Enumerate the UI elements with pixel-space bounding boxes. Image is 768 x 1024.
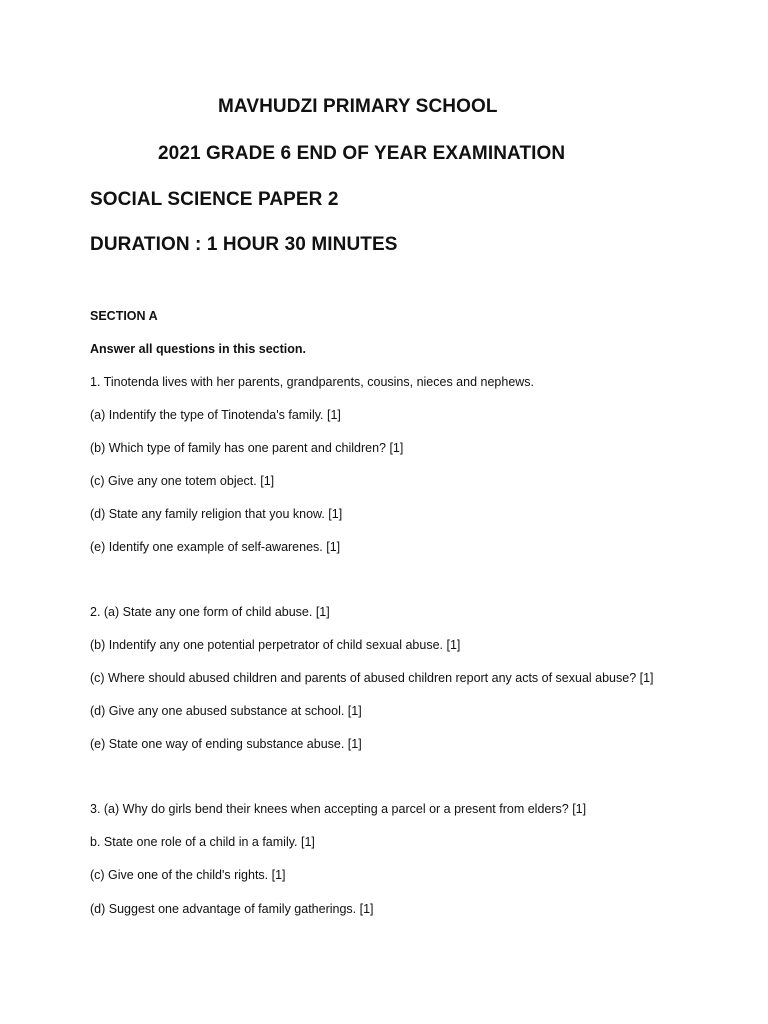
question-1e: (e) Identify one example of self-awarenes. [1] [90, 540, 341, 554]
question-2b: (b) Indentify any one potential perpetrator of child sexual abuse. [1] [90, 638, 461, 652]
question-2d: (d) Give any one abused substance at school. [1] [90, 704, 362, 718]
question-3b: b. State one role of a child in a family. [1] [90, 835, 315, 849]
question-2e: (e) State one way of ending substance abuse. [1] [90, 737, 362, 751]
question-3a: 3. (a) Why do girls bend their knees when accepting a parcel or a present from elders? [1] [90, 802, 587, 816]
question-3d: (d) Suggest one advantage of family gatherings. [1] [90, 902, 374, 916]
exam-title: 2021 GRADE 6 END OF YEAR EXAMINATION [158, 143, 566, 164]
section-title: SECTION A [90, 309, 158, 323]
question-3c: (c) Give one of the child's rights. [1] [90, 868, 286, 882]
question-2c: (c) Where should abused children and parents of abused children report any acts of sexual abuse? [1] [90, 671, 654, 685]
section-instruction: Answer all questions in this section. [90, 342, 307, 356]
question-1b: (b) Which type of family has one parent and children? [1] [90, 441, 404, 455]
paper-title: SOCIAL SCIENCE PAPER 2 [90, 189, 339, 210]
school-name: MAVHUDZI PRIMARY SCHOOL [218, 96, 498, 117]
question-2a: 2. (a) State any one form of child abuse. [1] [90, 605, 330, 619]
question-1-stem: 1. Tinotenda lives with her parents, grandparents, cousins, nieces and nephews. [90, 375, 535, 389]
question-1a: (a) Indentify the type of Tinotenda's family. [1] [90, 408, 341, 422]
question-1d: (d) State any family religion that you know. [1] [90, 507, 343, 521]
duration: DURATION : 1 HOUR 30 MINUTES [90, 234, 398, 255]
question-1c: (c) Give any one totem object. [1] [90, 474, 275, 488]
